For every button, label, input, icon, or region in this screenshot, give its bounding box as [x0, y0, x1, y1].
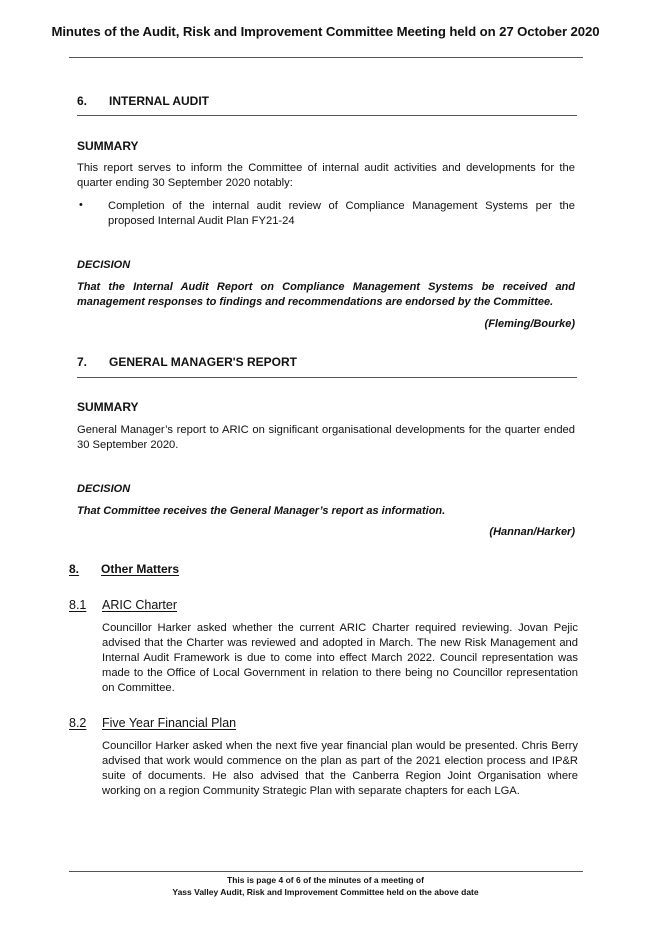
item-8-1-text: Councillor Harker asked whether the current ARIC Charter required reviewing. Jovan Pejic advised that the Charter was reviewed and adopted in March. The new Risk Management and Internal Audit Framework is due to come into effect March 2022. Council representation was made to the Office of Local Government in relation to there being no Councillor representation on Committee. — [102, 622, 578, 694]
item-8-2-heading — [69, 716, 236, 730]
footer-line-1: This is page 4 of 6 of the minutes of a meeting of — [227, 875, 424, 885]
section-7-summary-heading: SUMMARY — [77, 400, 139, 414]
section-6-number: 6. — [77, 94, 88, 108]
section-7-decision-heading: DECISION — [77, 483, 131, 495]
footer-line-2: Yass Valley Audit, Risk and Improvement Committee held on the above date — [172, 887, 479, 897]
section-7-divider — [77, 377, 577, 378]
section-6-decision-heading: DECISION — [77, 259, 131, 271]
section-7-number: 7. — [77, 355, 88, 369]
item-8-2-text: Councillor Harker asked when the next five year financial plan would be presented. Chris Berry advised that work would commence on the plan as part of the 2021 election process and IP&R suite of documents. He also advised that the Canberra Region Joint Organisation where working on a region Community Strategic Plan with separate chapters for each LGA. — [102, 740, 578, 797]
section-6-bullet-item: Completion of the internal audit review of Compliance Management Systems per the proposed Internal Audit Plan FY21-24 — [108, 200, 575, 227]
header-divider — [69, 57, 583, 58]
item-8-2-number: 8.2 — [69, 716, 87, 730]
section-7-title: GENERAL MANAGER'S REPORT — [109, 355, 297, 369]
page-header-title: Minutes of the Audit, Risk and Improvement Committee Meeting held on 27 October 2020 — [51, 24, 600, 39]
section-8-title: Other Matters — [101, 562, 180, 576]
section-6-heading — [77, 94, 209, 108]
section-6-title: INTERNAL AUDIT — [109, 94, 209, 108]
footer-divider — [69, 871, 583, 872]
section-7-summary-text: General Manager’s report to ARIC on significant organisational developments for the quarter ended 30 September 2020. — [77, 424, 575, 451]
item-8-2-title: Five Year Financial Plan — [102, 716, 237, 730]
section-6-divider — [77, 115, 577, 116]
section-6-summary-heading: SUMMARY — [77, 139, 139, 153]
section-7-mover: (Hannan/Harker) — [489, 526, 575, 538]
section-8-number: 8. — [69, 562, 80, 576]
bullet-marker: • — [79, 199, 83, 211]
section-6-summary-text: This report serves to inform the Committee of internal audit activities and developments for the quarter ending 30 September 2020 notably: — [77, 162, 575, 189]
section-7-heading — [77, 355, 297, 369]
section-6-mover: (Fleming/Bourke) — [484, 318, 575, 330]
item-8-1-heading — [69, 598, 177, 612]
item-8-1-number: 8.1 — [69, 598, 87, 612]
section-7-decision-text: That Committee receives the General Manager’s report as information. — [77, 505, 446, 517]
section-6-decision-text: That the Internal Audit Report on Compliance Management Systems be received and management responses to findings and recommendations are endorsed by the Committee. — [77, 281, 575, 308]
item-8-1-title: ARIC Charter — [102, 598, 178, 612]
section-8-heading — [69, 562, 179, 576]
